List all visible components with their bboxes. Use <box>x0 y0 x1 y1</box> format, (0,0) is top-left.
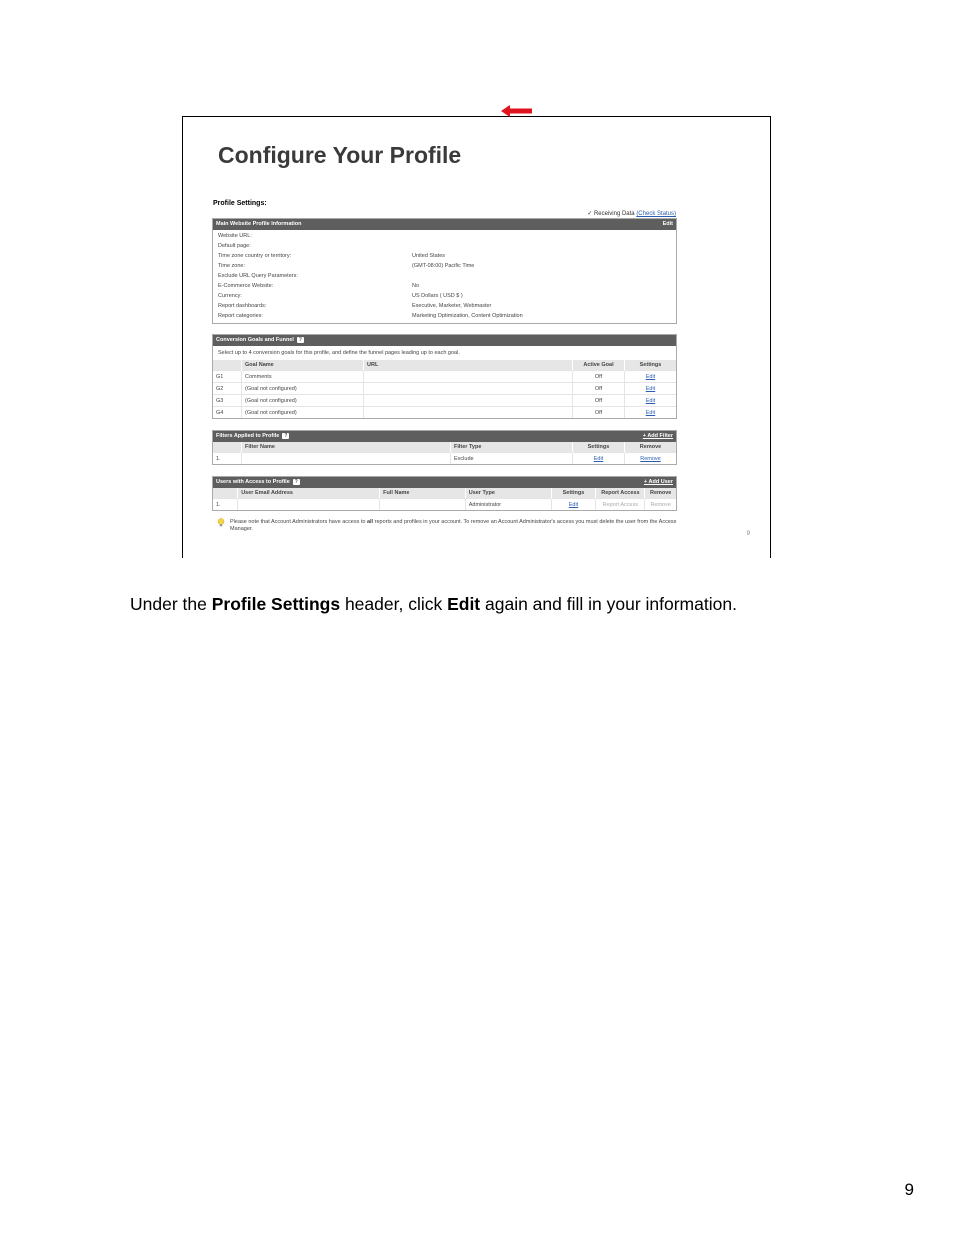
filters-table <box>213 442 676 464</box>
column-header: Settings <box>625 360 677 371</box>
goals-description: Select up to 4 conversion goals for this profile, and define the funnel pages leading up to each goal. <box>218 350 460 356</box>
conversion-goals-title: Conversion Goals and Funnel <box>216 337 294 343</box>
profile-info-row <box>213 271 676 281</box>
goal-url <box>364 383 573 395</box>
users-title: Users with Access to Profile <box>216 479 290 485</box>
add-filter-button[interactable]: + Add Filter <box>642 433 673 439</box>
filters-header <box>213 431 676 442</box>
column-header: Filter Name <box>242 442 451 453</box>
goal-active-status: Off <box>573 395 625 407</box>
column-header: Remove <box>645 488 676 499</box>
goals-table <box>213 360 676 418</box>
column-header: URL <box>364 360 573 371</box>
profile-info-row <box>213 231 676 241</box>
profile-info-value: Marketing Optimization, Content Optimization <box>412 313 523 319</box>
goal-edit-link[interactable]: Edit <box>625 383 677 395</box>
filter-type: Exclude <box>451 453 573 465</box>
profile-info-row <box>213 251 676 261</box>
table-row <box>213 499 676 511</box>
table-row <box>213 453 676 465</box>
profile-info-label: Website URL: <box>218 233 252 239</box>
profile-info-label: E-Commerce Website: <box>218 283 274 289</box>
profile-info-value: Executive, Marketer, Webmaster <box>412 303 492 309</box>
goal-edit-link[interactable]: Edit <box>625 407 677 419</box>
main-profile-info-title: Main Website Profile Information <box>216 221 302 227</box>
profile-info-row <box>213 241 676 251</box>
column-header: User Type <box>465 488 551 499</box>
profile-info-value: United States <box>412 253 446 259</box>
main-profile-info-header <box>213 219 676 230</box>
note-text-bold: all <box>366 519 374 525</box>
users-table <box>213 488 676 510</box>
caption-text-1: Under the <box>130 594 212 614</box>
goal-active-status: Off <box>573 383 625 395</box>
receiving-data-text: ✓ Receiving Data <box>587 211 635 217</box>
help-icon[interactable]: ? <box>284 432 288 439</box>
profile-info-label: Exclude URL Query Parameters: <box>218 273 298 279</box>
instruction-caption <box>130 594 737 615</box>
main-profile-edit-button[interactable]: Edit <box>662 221 673 227</box>
caption-bold-2: Edit <box>447 594 481 614</box>
column-header: Settings <box>573 442 625 453</box>
users-header <box>213 477 676 488</box>
filters-title: Filters Applied to Profile <box>216 433 280 439</box>
lightbulb-icon <box>217 518 225 527</box>
goal-id: G4 <box>213 407 242 419</box>
goal-name: (Goal not configured) <box>242 395 364 407</box>
profile-info-row <box>213 291 676 301</box>
slide-screenshot <box>182 116 771 558</box>
goal-edit-link[interactable]: Edit <box>625 395 677 407</box>
conversion-goals-header <box>213 335 676 346</box>
profile-info-row <box>213 281 676 291</box>
table-row <box>213 383 676 395</box>
receiving-data-status <box>587 210 676 217</box>
profile-info-label: Report dashboards: <box>218 303 267 309</box>
goal-active-status: Off <box>573 407 625 419</box>
goal-edit-link[interactable]: Edit <box>625 371 677 383</box>
table-row <box>213 371 676 383</box>
user-full-name <box>380 499 466 511</box>
goal-url <box>364 407 573 419</box>
filters-panel <box>212 430 677 465</box>
profile-info-label: Default page: <box>218 243 251 249</box>
page-number: 9 <box>904 1180 914 1199</box>
column-header: Filter Type <box>451 442 573 453</box>
profile-info-label: Report categories: <box>218 313 263 319</box>
table-header-row <box>213 488 676 499</box>
column-header <box>213 442 242 453</box>
column-header: Remove <box>625 442 677 453</box>
column-header: Settings <box>551 488 596 499</box>
slide-number: 9 <box>746 531 750 537</box>
conversion-goals-panel <box>212 334 677 419</box>
add-user-button[interactable]: + Add User <box>644 479 673 485</box>
profile-info-label: Time zone country or territory: <box>218 253 292 259</box>
help-icon[interactable]: ? <box>298 336 302 343</box>
column-header: User Email Address <box>238 488 380 499</box>
goal-active-status: Off <box>573 371 625 383</box>
caption-bold-1: Profile Settings <box>211 594 341 614</box>
goal-url <box>364 395 573 407</box>
admin-access-note <box>217 519 677 533</box>
column-header: Goal Name <box>242 360 364 371</box>
profile-info-row <box>213 261 676 271</box>
filter-remove-link[interactable]: Remove <box>625 453 677 465</box>
profile-info-label: Currency: <box>218 293 242 299</box>
caption-text-3: again and fill in your information. <box>480 594 737 614</box>
user-edit-link[interactable]: Edit <box>551 499 596 511</box>
filter-edit-link[interactable]: Edit <box>573 453 625 465</box>
column-header <box>213 360 242 371</box>
user-type: Administrator <box>465 499 551 511</box>
column-header: Report Access <box>596 488 645 499</box>
filter-name <box>242 453 451 465</box>
table-row <box>213 407 676 419</box>
user-id: 1. <box>213 499 238 511</box>
caption-text-2: header, click <box>340 594 448 614</box>
users-panel <box>212 476 677 511</box>
profile-info-row <box>213 301 676 311</box>
column-header: Active Goal <box>573 360 625 371</box>
column-header <box>213 488 238 499</box>
goal-url <box>364 371 573 383</box>
help-icon[interactable]: ? <box>294 478 298 485</box>
profile-info-list <box>213 230 676 323</box>
user-report-access-link: Report Access <box>596 499 645 511</box>
check-status-link[interactable]: (Check Status) <box>636 211 676 217</box>
slide-title: Configure Your Profile <box>218 142 462 168</box>
goal-name: (Goal not configured) <box>242 383 364 395</box>
user-email <box>238 499 380 511</box>
user-remove-link: Remove <box>645 499 676 511</box>
table-row <box>213 395 676 407</box>
filter-id: 1. <box>213 453 242 465</box>
profile-info-label: Time zone: <box>218 263 246 269</box>
profile-info-value: US Dollars ( USD $ ) <box>412 293 463 299</box>
goal-id: G3 <box>213 395 242 407</box>
note-text-suffix: reports and profiles in your account. To remove an Account Administrator's access you must delete the user from the Access Manager. <box>230 519 677 532</box>
main-profile-info-panel <box>212 218 677 324</box>
goal-id: G1 <box>213 371 242 383</box>
profile-settings-label: Profile Settings: <box>213 200 267 207</box>
profile-info-value: (GMT-08:00) Pacific Time <box>412 263 475 269</box>
table-header-row <box>213 360 676 371</box>
red-arrow-icon <box>501 105 533 117</box>
table-header-row <box>213 442 676 453</box>
column-header: Full Name <box>380 488 466 499</box>
goal-name: Comments <box>242 371 364 383</box>
note-text-prefix: Please note that Account Administrators have access to <box>230 519 367 525</box>
goal-name: (Goal not configured) <box>242 407 364 419</box>
profile-info-row <box>213 311 676 321</box>
goal-id: G2 <box>213 383 242 395</box>
profile-info-value: No <box>412 283 420 289</box>
